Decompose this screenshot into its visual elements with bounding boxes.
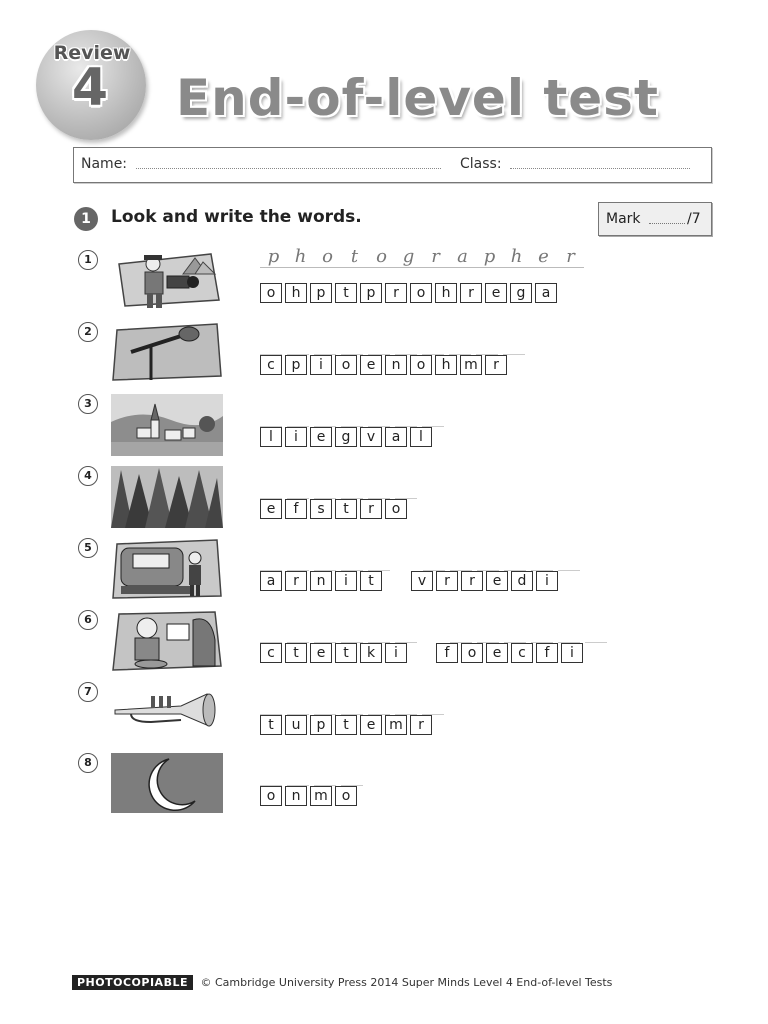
letter-boxes: [260, 355, 510, 375]
letter-box: e: [260, 499, 282, 519]
photographer-picture: [111, 250, 223, 312]
copyright-text: © Cambridge University Press 2014 Super Minds Level 4 End-of-level Tests: [200, 976, 613, 989]
photocopiable-badge: PHOTOCOPIABLE: [72, 975, 193, 990]
review-badge-label: Review: [53, 42, 131, 64]
item-number: 8: [78, 753, 98, 773]
list-item: [0, 610, 768, 680]
letter-box: o: [385, 499, 407, 519]
letter-box: o: [410, 283, 432, 303]
letter-box: e: [486, 571, 508, 591]
letter-box: t: [335, 643, 357, 663]
item-number: 4: [78, 466, 98, 486]
item-number: 2: [78, 322, 98, 342]
letter-box: v: [411, 571, 433, 591]
letter-box: r: [360, 499, 382, 519]
mark-box: [598, 202, 712, 236]
letter-boxes: [260, 427, 435, 447]
letter-box: a: [385, 427, 407, 447]
student-info-box: [73, 147, 712, 183]
letter-box: i: [310, 355, 332, 375]
letter-box: o: [260, 283, 282, 303]
letter-box: p: [360, 283, 382, 303]
letter-box: u: [285, 715, 307, 735]
letter-box: o: [260, 786, 282, 806]
item-number: 3: [78, 394, 98, 414]
letter-box: m: [310, 786, 332, 806]
letter-boxes: [260, 571, 561, 591]
section-number: 1: [74, 207, 98, 231]
letter-box: t: [285, 643, 307, 663]
letter-box: f: [536, 643, 558, 663]
footer: [72, 975, 612, 990]
letter-box: i: [561, 643, 583, 663]
letter-box: d: [511, 571, 533, 591]
letter-box: e: [360, 715, 382, 735]
letter-boxes: [260, 786, 360, 806]
letter-box: n: [310, 571, 332, 591]
section-instruction: Look and write the words.: [111, 207, 362, 227]
letter-box: i: [285, 427, 307, 447]
letter-box: r: [460, 283, 482, 303]
trumpet-picture: [111, 682, 223, 744]
item-number: 5: [78, 538, 98, 558]
list-item: [0, 753, 768, 823]
letter-box: c: [511, 643, 533, 663]
letter-box: o: [335, 786, 357, 806]
letter-box: i: [536, 571, 558, 591]
review-badge-number: 4: [71, 58, 109, 118]
letter-box: n: [385, 355, 407, 375]
letter-box: t: [335, 499, 357, 519]
letter-box: i: [335, 571, 357, 591]
list-item: [0, 538, 768, 608]
ticket-office-picture: [111, 610, 223, 672]
list-item: [0, 466, 768, 536]
mark-total: /7: [687, 211, 701, 227]
letter-box: f: [285, 499, 307, 519]
letter-box: h: [435, 283, 457, 303]
letter-box: l: [260, 427, 282, 447]
letter-box: a: [535, 283, 557, 303]
letter-box: t: [260, 715, 282, 735]
letter-box: r: [385, 283, 407, 303]
letter-box: e: [310, 643, 332, 663]
page-title: End-of-level test: [176, 69, 659, 127]
letter-boxes: [260, 715, 435, 735]
list-item: [0, 394, 768, 464]
letter-box: t: [335, 283, 357, 303]
letter-box: k: [360, 643, 382, 663]
name-label: Name:: [81, 156, 128, 172]
letter-box: m: [385, 715, 407, 735]
class-label: Class:: [460, 156, 502, 172]
mark-label: Mark: [606, 211, 641, 227]
train-driver-picture: [111, 538, 223, 600]
item-number: 7: [78, 682, 98, 702]
letter-box: r: [436, 571, 458, 591]
letter-box: n: [285, 786, 307, 806]
microphone-picture: [111, 322, 223, 384]
letter-box: c: [260, 643, 282, 663]
item-number: 6: [78, 610, 98, 630]
class-field[interactable]: [510, 168, 690, 169]
letter-box: e: [310, 427, 332, 447]
letter-box: h: [435, 355, 457, 375]
letter-box: a: [260, 571, 282, 591]
letter-box: t: [360, 571, 382, 591]
item-number: 1: [78, 250, 98, 270]
letter-box: i: [385, 643, 407, 663]
forest-picture: [111, 466, 223, 528]
list-item: [0, 246, 768, 320]
letter-boxes: [260, 283, 560, 303]
letter-box: o: [335, 355, 357, 375]
list-item: [0, 682, 768, 752]
letter-box: e: [360, 355, 382, 375]
letter-boxes: [260, 499, 410, 519]
letter-box: p: [310, 715, 332, 735]
moon-picture: [111, 753, 223, 815]
letter-box: g: [510, 283, 532, 303]
letter-box: f: [436, 643, 458, 663]
letter-box: p: [310, 283, 332, 303]
letter-box: l: [410, 427, 432, 447]
letter-box: e: [485, 283, 507, 303]
letter-box: g: [335, 427, 357, 447]
mark-field[interactable]: [649, 223, 685, 224]
example-answer: p h o t o g r a p h e r: [260, 246, 584, 268]
list-item: [0, 322, 768, 392]
letter-box: t: [335, 715, 357, 735]
letter-box: c: [260, 355, 282, 375]
letter-box: r: [285, 571, 307, 591]
letter-boxes: [260, 643, 586, 663]
letter-box: o: [461, 643, 483, 663]
letter-box: o: [410, 355, 432, 375]
letter-box: h: [285, 283, 307, 303]
letter-box: r: [410, 715, 432, 735]
letter-box: r: [461, 571, 483, 591]
letter-box: v: [360, 427, 382, 447]
village-picture: [111, 394, 223, 456]
letter-box: p: [285, 355, 307, 375]
letter-box: m: [460, 355, 482, 375]
letter-box: e: [486, 643, 508, 663]
name-field[interactable]: [136, 168, 441, 169]
letter-box: s: [310, 499, 332, 519]
letter-box: r: [485, 355, 507, 375]
